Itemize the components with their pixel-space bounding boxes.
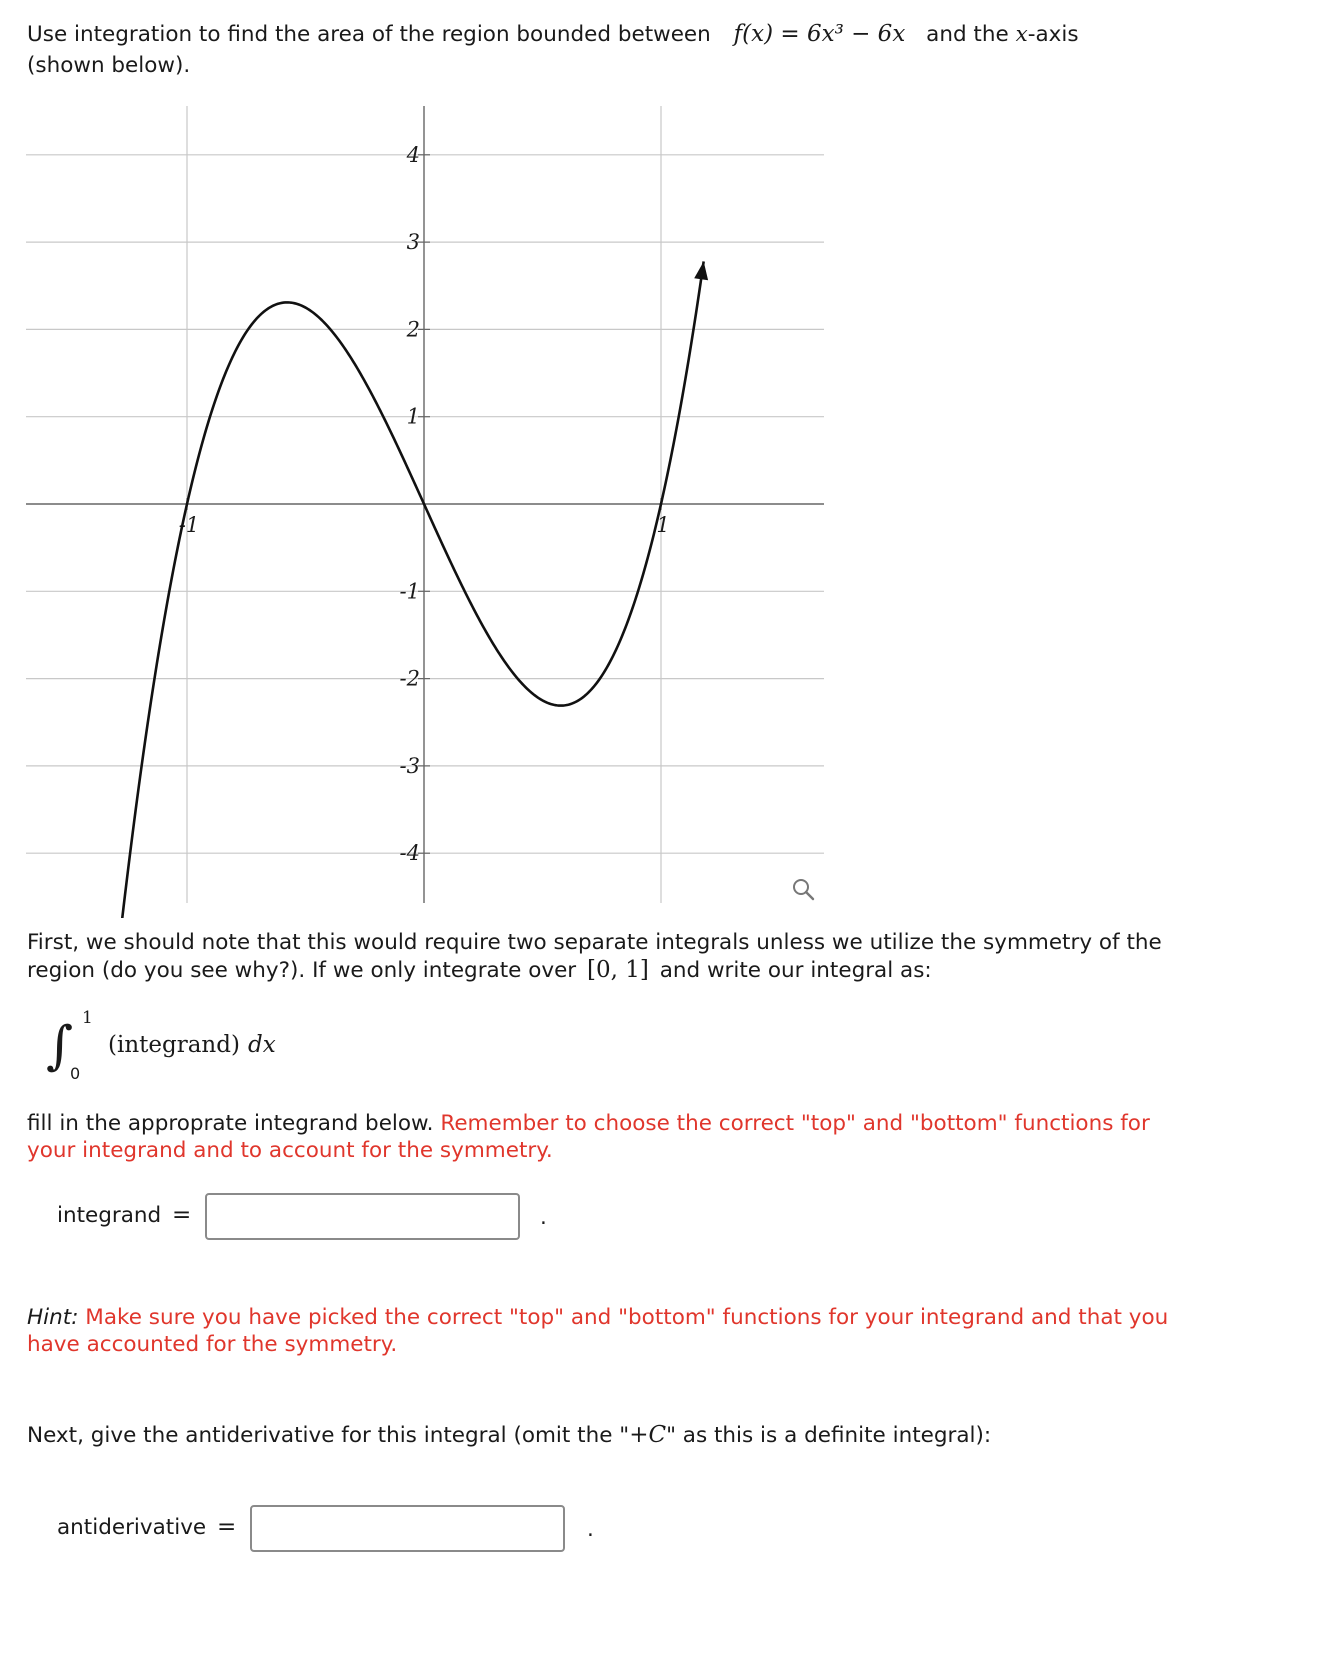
interval: [0, 1] — [587, 957, 649, 983]
question-intro: Use integration to find the area of the region bounded between — [27, 22, 711, 47]
hint-text-1: Make sure you have picked the correct "top" and "bottom" functions for your integrand and that you — [85, 1305, 1169, 1330]
function-graph — [0, 98, 860, 918]
x-tick-label: 1 — [656, 513, 670, 537]
hint-line-1 — [27, 1304, 1327, 1332]
question-line-1 — [27, 20, 1317, 49]
symmetry-line-1: First, we should note that this would require two separate integrals unless we utilize the symmetry of the — [27, 930, 1162, 955]
hint-label: Hint: — [27, 1305, 79, 1330]
integral-upper-limit: 1 — [82, 1008, 93, 1028]
antiderivative-label: antiderivative = — [57, 1514, 237, 1540]
antiderivative-input[interactable] — [250, 1505, 565, 1552]
integrand-period: . — [540, 1205, 547, 1230]
hint-text-2: have accounted for the symmetry. — [27, 1332, 398, 1357]
symmetry-text-a: region (do you see why?). If we only integrate over — [27, 958, 577, 983]
magnifier-icon[interactable] — [794, 880, 813, 899]
y-tick-label: 4 — [406, 142, 420, 167]
y-tick-label: -1 — [399, 579, 420, 604]
antiderivative-period: . — [587, 1517, 594, 1542]
next-text-a: Next, give the antiderivative for this integral (omit the " — [27, 1423, 630, 1448]
fill-line-1 — [27, 1110, 1327, 1138]
differential: dx — [248, 1032, 276, 1058]
symmetry-line-2 — [27, 956, 1317, 985]
y-tick-label: 3 — [406, 230, 420, 255]
y-tick-label: -2 — [399, 666, 420, 691]
integrand-input[interactable] — [205, 1193, 520, 1240]
integral-sign: ∫ — [46, 1016, 74, 1076]
y-tick-label: -3 — [399, 753, 420, 778]
y-tick-label: 2 — [406, 317, 420, 342]
axis-suffix: -axis — [1027, 22, 1079, 47]
question-shown-below: (shown below). — [27, 53, 191, 78]
x-tick-label: -1 — [178, 513, 200, 537]
integrand-label: integrand = — [57, 1202, 192, 1228]
fill-red-1: Remember to choose the correct "top" and "bottom" functions for — [440, 1111, 1150, 1136]
integrand-placeholder: (integrand) — [108, 1032, 240, 1058]
next-instruction — [27, 1421, 1327, 1450]
integral-lower-limit: 0 — [70, 1064, 81, 1083]
integral-expression — [40, 1010, 340, 1090]
symmetry-text-b: and write our integral as: — [659, 958, 932, 983]
question-and-axis: and the — [926, 22, 1009, 47]
next-text-b: " as this is a definite integral): — [666, 1423, 992, 1448]
curve-arrow-top — [694, 262, 708, 281]
y-tick-label: -4 — [399, 841, 420, 866]
fill-red-2: your integrand and to account for the symmetry. — [27, 1138, 553, 1163]
axis-variable: x — [1015, 22, 1028, 47]
fill-plain: fill in the approprate integrand below. — [27, 1111, 434, 1136]
function-expression: f(x) = 6x³ − 6x — [733, 21, 906, 47]
y-tick-label: 1 — [406, 404, 420, 429]
plus-c: +C — [629, 1422, 667, 1448]
